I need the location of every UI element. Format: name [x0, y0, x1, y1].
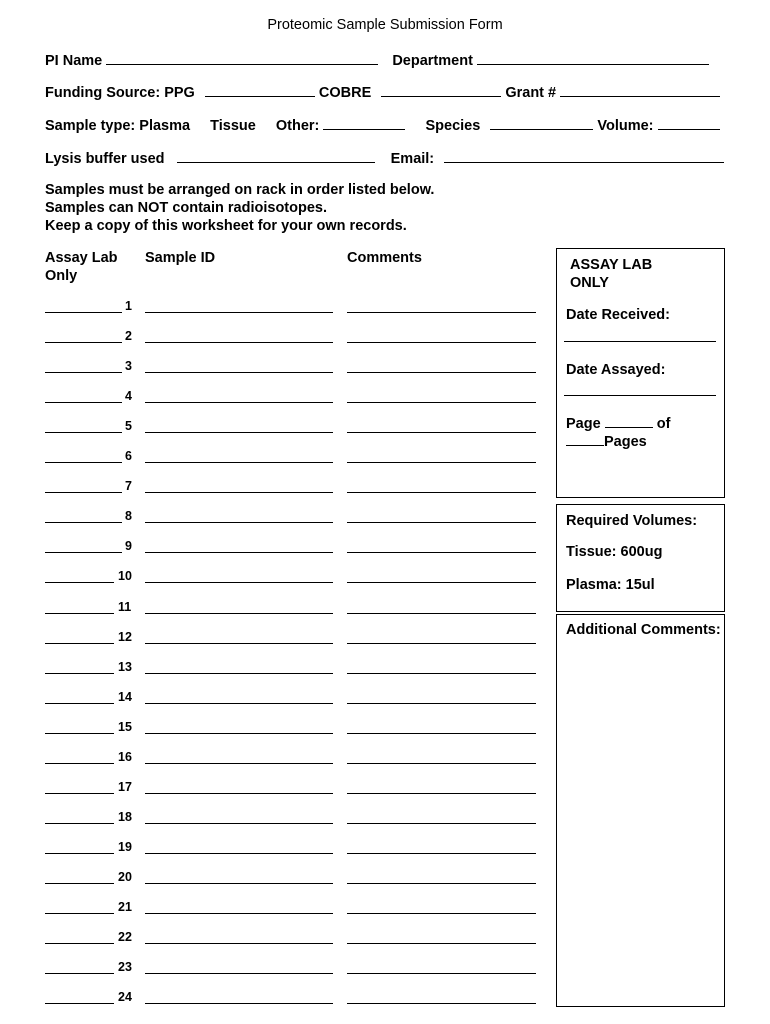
- sample-id-field[interactable]: [145, 913, 333, 914]
- sample-row: [45, 329, 540, 349]
- instructions: [45, 181, 434, 235]
- comments-field[interactable]: [347, 492, 536, 493]
- comments-header: Comments: [347, 250, 422, 266]
- assay-lab-field[interactable]: [45, 793, 114, 794]
- assay-lab-field[interactable]: [45, 943, 114, 944]
- assay-lab-field[interactable]: [45, 342, 122, 343]
- sample-id-field[interactable]: [145, 312, 333, 313]
- comments-field[interactable]: [347, 522, 536, 523]
- total-pages-field[interactable]: [566, 433, 604, 446]
- sample-id-field[interactable]: [145, 733, 333, 734]
- row-number: 12: [118, 629, 132, 644]
- row-number: 17: [118, 779, 132, 794]
- assay-lab-field[interactable]: [45, 372, 122, 373]
- comments-field[interactable]: [347, 763, 536, 764]
- sample-id-field[interactable]: [145, 853, 333, 854]
- comments-field[interactable]: [347, 582, 536, 583]
- ppg-field[interactable]: [205, 84, 315, 97]
- grant-field[interactable]: [560, 84, 720, 97]
- other-label: Other:: [275, 118, 320, 134]
- row-number: 21: [118, 900, 132, 914]
- instruction-line: Samples can NOT contain radioisotopes.: [45, 200, 328, 216]
- sample-id-field[interactable]: [145, 552, 333, 553]
- grant-label: Grant #: [505, 85, 557, 101]
- tissue-label: Tissue: [210, 118, 256, 134]
- comments-field[interactable]: [347, 853, 536, 854]
- sample-row: [45, 990, 540, 1010]
- sample-id-field[interactable]: [145, 793, 333, 794]
- sample-id-field[interactable]: [145, 943, 333, 944]
- sample-row: [45, 930, 540, 950]
- comments-field[interactable]: [347, 342, 536, 343]
- sample-type-label: Sample type: Plasma: [45, 118, 191, 134]
- sample-row: [45, 870, 540, 890]
- assay-lab-box: [556, 248, 725, 498]
- sample-row: [45, 630, 540, 650]
- row-number: 23: [118, 960, 132, 975]
- pi-name-field[interactable]: [106, 52, 378, 65]
- row-number: 6: [125, 449, 132, 464]
- assay-lab-field[interactable]: [45, 1003, 114, 1004]
- comments-field[interactable]: [347, 613, 536, 614]
- tissue-volume: Tissue: 600ug: [566, 544, 663, 560]
- instruction-line: Keep a copy of this worksheet for your own records.: [45, 218, 407, 234]
- sample-id-field[interactable]: [145, 1003, 333, 1004]
- sample-id-header: Sample ID: [145, 250, 216, 266]
- sample-id-field[interactable]: [145, 883, 333, 884]
- form-title: Proteomic Sample Submission Form: [267, 17, 503, 33]
- species-field[interactable]: [490, 117, 593, 130]
- plasma-volume: Plasma: 15ul: [566, 577, 655, 593]
- row-number: 7: [125, 479, 132, 494]
- row-number: 3: [125, 359, 132, 374]
- assay-lab-field[interactable]: [45, 492, 122, 493]
- sample-row: [45, 569, 540, 589]
- row-number: 1: [125, 299, 132, 313]
- row-number: 16: [118, 749, 132, 764]
- species-label: Species: [425, 118, 481, 134]
- comments-field[interactable]: [347, 402, 536, 403]
- funding-label: Funding Source: PPG: [45, 85, 195, 101]
- sample-row: [45, 690, 540, 710]
- comments-field[interactable]: [347, 552, 536, 553]
- comments-field[interactable]: [347, 883, 536, 884]
- sample-row: [45, 960, 540, 980]
- assay-lab-field[interactable]: [45, 763, 114, 764]
- assay-lab-field[interactable]: [45, 973, 114, 974]
- required-volumes-title: Required Volumes:: [566, 513, 698, 529]
- sample-row: [45, 750, 540, 770]
- date-received-label: Date Received:: [566, 307, 670, 323]
- comments-field[interactable]: [347, 793, 536, 794]
- sample-id-field[interactable]: [145, 823, 333, 824]
- sample-row: [45, 660, 540, 680]
- comments-field[interactable]: [347, 643, 536, 644]
- funding-line: [45, 84, 720, 101]
- sample-id-field[interactable]: [145, 372, 333, 373]
- pi-name-label: PI Name: [45, 53, 103, 69]
- sample-id-field[interactable]: [145, 342, 333, 343]
- comments-field[interactable]: [347, 462, 536, 463]
- comments-field[interactable]: [347, 432, 536, 433]
- other-field[interactable]: [323, 117, 405, 130]
- row-number: 10: [118, 569, 132, 584]
- sample-id-field[interactable]: [145, 643, 333, 644]
- date-assayed-label: Date Assayed:: [566, 362, 666, 378]
- assay-lab-only-header: Assay Lab Only: [45, 250, 118, 284]
- sample-id-field[interactable]: [145, 462, 333, 463]
- assay-lab-field[interactable]: [45, 312, 122, 313]
- comments-field[interactable]: [347, 823, 536, 824]
- pages-label: Pages: [604, 434, 647, 450]
- assay-lab-field[interactable]: [45, 643, 114, 644]
- sample-id-field[interactable]: [145, 763, 333, 764]
- sample-row: [45, 780, 540, 800]
- volume-field[interactable]: [658, 117, 720, 130]
- volume-label: Volume:: [597, 118, 654, 134]
- comments-field[interactable]: [347, 673, 536, 674]
- assay-lab-field[interactable]: [45, 673, 114, 674]
- cobre-label: COBRE: [318, 85, 372, 101]
- sample-row: [45, 539, 540, 559]
- required-volumes-box: [556, 504, 725, 612]
- row-number: 18: [118, 809, 132, 824]
- assay-lab-field[interactable]: [45, 462, 122, 463]
- sample-row: [45, 479, 540, 499]
- lysis-label: Lysis buffer used: [45, 151, 165, 167]
- comments-field[interactable]: [347, 703, 536, 704]
- sample-row: [45, 720, 540, 740]
- comments-field[interactable]: [347, 733, 536, 734]
- comments-field[interactable]: [347, 913, 536, 914]
- lysis-field[interactable]: [177, 150, 375, 163]
- row-number: 15: [118, 719, 132, 734]
- assay-lab-field[interactable]: [45, 582, 114, 583]
- assay-lab-field[interactable]: [45, 853, 114, 854]
- sample-row: [45, 449, 540, 469]
- additional-comments-box[interactable]: [556, 614, 725, 1007]
- department-field[interactable]: [477, 52, 709, 65]
- instruction-line: Samples must be arranged on rack in order listed below.: [45, 182, 435, 198]
- assay-lab-field[interactable]: [45, 913, 114, 914]
- assay-lab-field[interactable]: [45, 402, 122, 403]
- sample-id-field[interactable]: [145, 432, 333, 433]
- row-number: 20: [118, 869, 132, 884]
- row-number: 9: [125, 539, 132, 554]
- assay-lab-field[interactable]: [45, 552, 122, 553]
- sample-id-field[interactable]: [145, 703, 333, 704]
- row-number: 2: [125, 329, 132, 344]
- additional-comments-title: Additional Comments:: [566, 622, 721, 638]
- assay-lab-field[interactable]: [45, 522, 122, 523]
- sample-id-field[interactable]: [145, 613, 333, 614]
- email-label: Email:: [390, 151, 435, 167]
- sample-id-field[interactable]: [145, 973, 333, 974]
- pi-department-line: [45, 52, 709, 69]
- sample-row: [45, 810, 540, 830]
- comments-field[interactable]: [347, 312, 536, 313]
- page-label: Page: [566, 416, 601, 432]
- comments-field[interactable]: [347, 973, 536, 974]
- email-field[interactable]: [444, 150, 724, 163]
- sample-id-field[interactable]: [145, 673, 333, 674]
- lysis-email-line: [45, 150, 724, 167]
- sample-row: [45, 419, 540, 439]
- assay-lab-field[interactable]: [45, 733, 114, 734]
- row-number: 5: [125, 419, 132, 434]
- assay-lab-box-title: ASSAY LAB ONLY: [570, 257, 653, 291]
- row-number: 24: [118, 990, 132, 1005]
- assay-lab-field[interactable]: [45, 432, 122, 433]
- row-number: 8: [125, 509, 132, 524]
- comments-field[interactable]: [347, 372, 536, 373]
- sample-id-field[interactable]: [145, 402, 333, 403]
- date-received-field[interactable]: [564, 341, 716, 342]
- sample-row: [45, 840, 540, 860]
- sample-row: [45, 600, 540, 620]
- assay-lab-field[interactable]: [45, 883, 114, 884]
- of-label: of: [656, 416, 671, 432]
- sample-id-field[interactable]: [145, 522, 333, 523]
- sample-row: [45, 900, 540, 920]
- sample-row: [45, 389, 540, 409]
- page-of-line: [566, 415, 670, 451]
- row-number: 19: [118, 839, 132, 854]
- row-number: 14: [118, 689, 132, 704]
- sample-row: [45, 359, 540, 379]
- sample-row: [45, 299, 540, 319]
- row-number: 4: [125, 389, 132, 404]
- cobre-field[interactable]: [381, 84, 501, 97]
- row-number: 13: [118, 659, 132, 674]
- comments-field[interactable]: [347, 943, 536, 944]
- department-label: Department: [392, 53, 473, 69]
- sample-row: [45, 509, 540, 529]
- page-number-field[interactable]: [605, 415, 653, 428]
- row-number: 22: [118, 930, 132, 945]
- assay-lab-field[interactable]: [45, 703, 114, 704]
- sample-id-field[interactable]: [145, 582, 333, 583]
- assay-lab-field[interactable]: [45, 613, 114, 614]
- assay-lab-field[interactable]: [45, 823, 114, 824]
- comments-field[interactable]: [347, 1003, 536, 1004]
- sample-id-field[interactable]: [145, 492, 333, 493]
- row-number: 11: [118, 599, 132, 614]
- sample-type-line: [45, 117, 720, 134]
- date-assayed-field[interactable]: [564, 395, 716, 396]
